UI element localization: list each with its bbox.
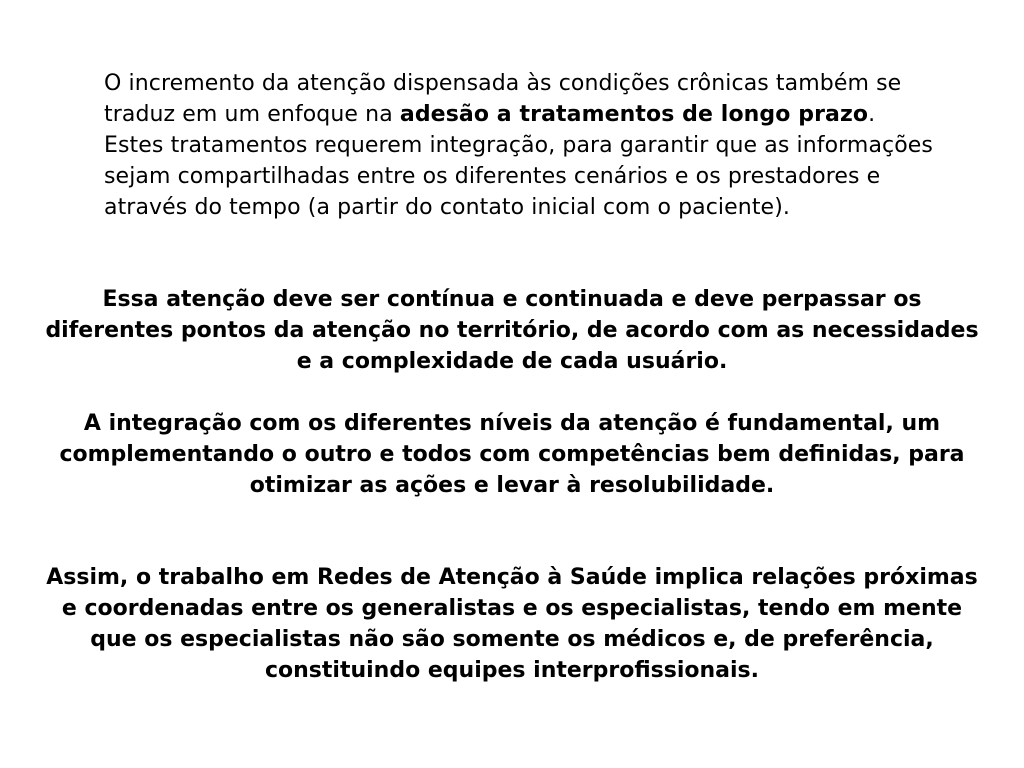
continuity-paragraph: Essa atenção deve ser contínua e continuada e deve perpassar os diferentes pontos da atenção no território, de acordo com as necessidades e a complexidade de cada usuário. bbox=[45, 287, 979, 374]
networks-paragraph: Assim, o trabalho em Redes de Atenção à Saúde implica relações próximas e coordenadas entre os generalistas e os especialistas, tendo em mente que os especialistas não são somente os médicos e, de preferência, constituindo equipes interprofissionais. bbox=[46, 565, 978, 683]
intro-emphasis: adesão a tratamentos de longo prazo bbox=[399, 102, 869, 127]
intro-paragraph bbox=[104, 68, 934, 223]
integration-paragraph: A integração com os diferentes níveis da atenção é fundamental, um complementando o outro e todos com competências bem definidas, para otimizar as ações e levar à resolubilidade. bbox=[59, 411, 965, 498]
intro-text-start: O incremento da atenção dispensada às condições crônicas também se traduz em um enfoque na bbox=[104, 71, 902, 127]
intro-text-end: . Estes tratamentos requerem integração, para garantir que as informações sejam compartilhadas entre os diferentes cenários e os prestadores e através do tempo (a partir do contato inicial com o paciente). bbox=[104, 102, 933, 220]
